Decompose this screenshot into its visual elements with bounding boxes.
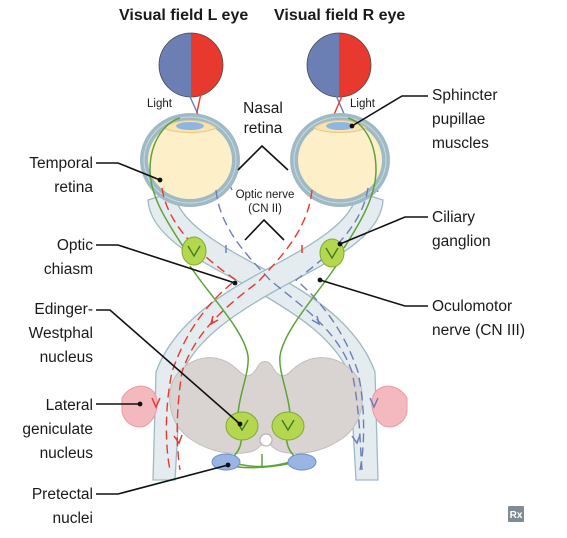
svg-text:muscles: muscles bbox=[432, 135, 489, 152]
pretectal-nucleus-right bbox=[288, 454, 316, 470]
oculomotor-nerve-label bbox=[432, 298, 525, 339]
svg-text:retina: retina bbox=[54, 179, 93, 196]
rx-logo bbox=[508, 506, 524, 522]
svg-text:ganglion: ganglion bbox=[432, 233, 491, 250]
svg-text:nucleus: nucleus bbox=[39, 349, 93, 366]
svg-text:(CN II): (CN II) bbox=[248, 203, 282, 215]
light-label-right: Light bbox=[350, 98, 375, 110]
svg-text:geniculate: geniculate bbox=[22, 421, 93, 438]
svg-text:Westphal: Westphal bbox=[28, 325, 93, 342]
title-right-eye: Visual field R eye bbox=[274, 7, 406, 24]
optic-nerve-label bbox=[236, 189, 295, 215]
svg-text:nerve (CN III): nerve (CN III) bbox=[432, 322, 526, 339]
svg-text:Ciliary: Ciliary bbox=[432, 209, 476, 226]
pretectal-nuclei-label bbox=[32, 486, 93, 527]
ciliary-ganglion-label bbox=[432, 209, 491, 250]
svg-text:Rx: Rx bbox=[509, 510, 523, 521]
cerebral-aqueduct bbox=[260, 434, 272, 446]
svg-text:pupillae: pupillae bbox=[432, 111, 486, 128]
svg-text:Pretectal: Pretectal bbox=[31, 486, 93, 503]
midbrain bbox=[170, 358, 363, 454]
svg-text:Optic: Optic bbox=[56, 237, 93, 254]
optic-chiasm-label bbox=[44, 237, 93, 278]
left-eye bbox=[144, 117, 236, 203]
lateral-geniculate-label bbox=[22, 397, 93, 462]
title-left-eye: Visual field L eye bbox=[119, 7, 249, 24]
svg-text:retina: retina bbox=[243, 120, 283, 137]
visual-field-right bbox=[307, 33, 371, 97]
visual-field-left bbox=[159, 33, 223, 97]
right-eye bbox=[294, 117, 386, 203]
light-label-left: Light bbox=[147, 98, 172, 110]
temporal-retina-label bbox=[29, 155, 93, 196]
svg-text:Nasal: Nasal bbox=[243, 100, 283, 117]
svg-text:Sphincter: Sphincter bbox=[432, 87, 498, 104]
nasal-retina-label bbox=[243, 100, 283, 137]
svg-text:nucleus: nucleus bbox=[39, 445, 93, 462]
lateral-geniculate-left bbox=[122, 386, 157, 427]
svg-text:Edinger-: Edinger- bbox=[34, 301, 93, 318]
edinger-westphal-label bbox=[29, 301, 94, 366]
ciliary-ganglion-left bbox=[182, 237, 206, 265]
svg-text:Temporal: Temporal bbox=[29, 155, 93, 172]
svg-text:Lateral: Lateral bbox=[45, 397, 93, 414]
svg-text:Optic nerve: Optic nerve bbox=[235, 189, 295, 201]
sphincter-pupillae-label bbox=[432, 87, 497, 152]
svg-text:chiasm: chiasm bbox=[43, 261, 93, 278]
svg-text:nuclei: nuclei bbox=[52, 510, 93, 527]
edinger-westphal-right bbox=[272, 412, 304, 440]
svg-text:Oculomotor: Oculomotor bbox=[432, 298, 513, 315]
lateral-geniculate-right bbox=[372, 386, 407, 427]
